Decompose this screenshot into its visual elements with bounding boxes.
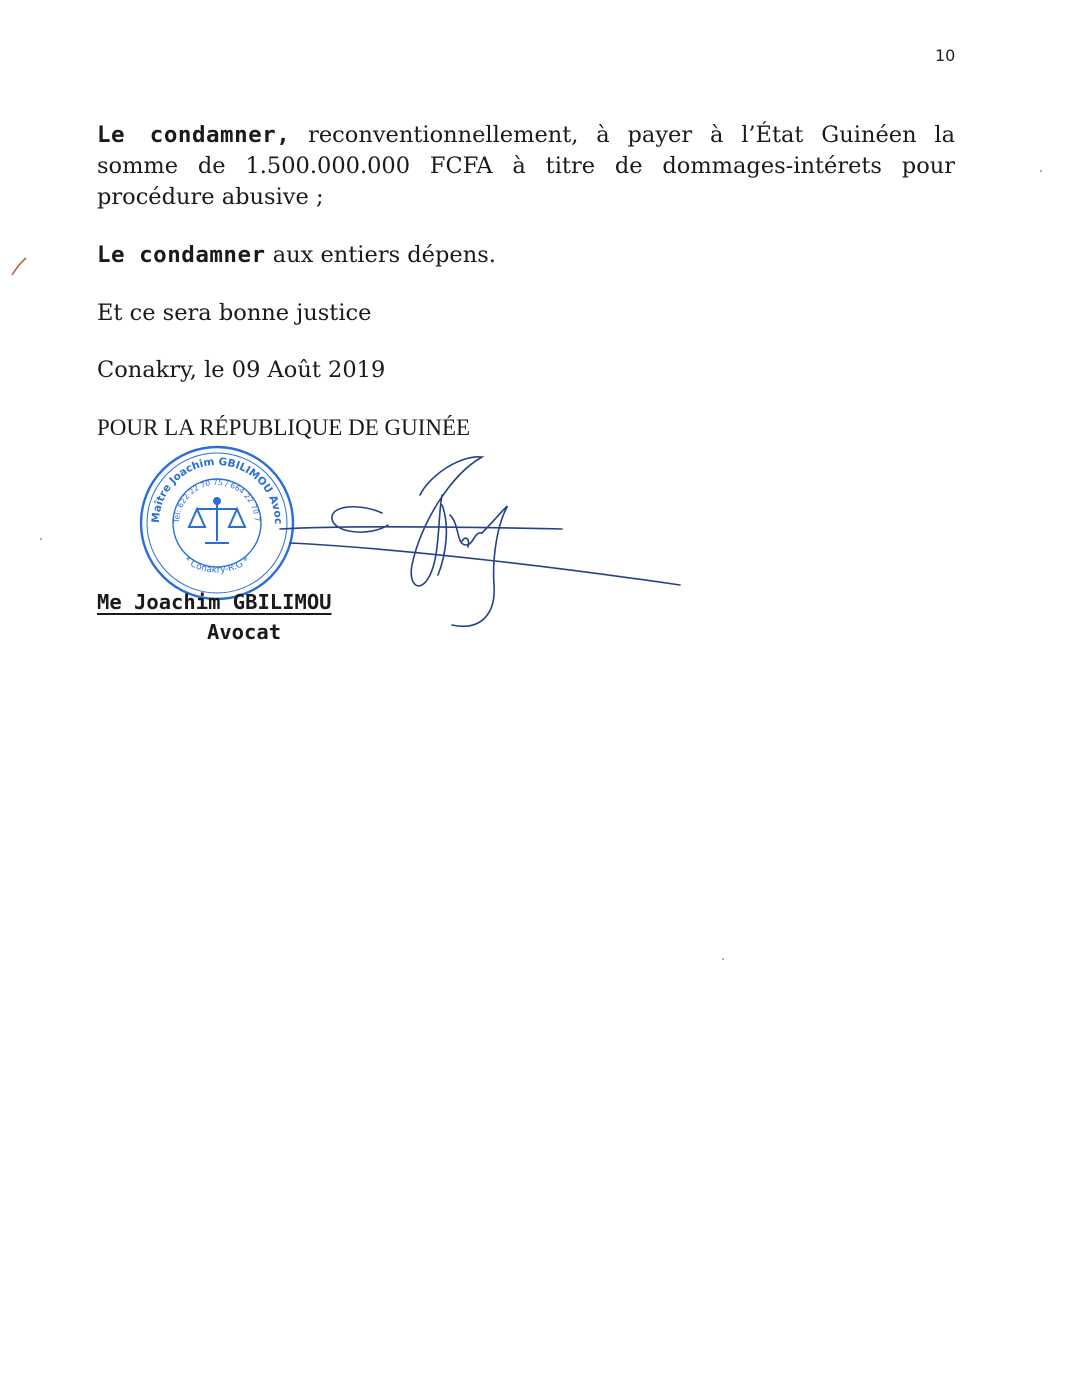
scan-speck	[40, 538, 42, 540]
stamp-bottom-text: * Conakry-R.G *	[181, 555, 252, 576]
costs-bold-lead: Le condamner	[97, 242, 266, 268]
counterclaim-bold-lead: Le condamner,	[97, 122, 291, 148]
place-date: Conakry, le 09 Août 2019	[97, 357, 386, 383]
closing-formula: Et ce sera bonne justice	[97, 300, 372, 326]
counterclaim-paragraph	[97, 120, 955, 213]
handwritten-signature	[270, 445, 690, 645]
stamp-outer-text: Maître Joachim GBILIMOU Avoc	[149, 455, 285, 525]
costs-paragraph	[97, 240, 496, 271]
counterclaim-text: reconventionnellement, à payer à l’État Guinéen la somme de 1.500.000.000 FCFA à titre de dommages-intérets pour procédure abusive ;	[97, 122, 955, 210]
scales-of-justice-icon	[189, 498, 245, 543]
margin-pen-mark	[8, 255, 30, 279]
republic-heading: POUR LA RÉPUBLIQUE DE GUINÉE	[97, 415, 471, 440]
signatory-title: Avocat	[207, 620, 282, 644]
stamp-phone-text: Tel: 622 22 70 75 / 664 22 70 7	[171, 477, 263, 524]
costs-text: aux entiers dépens.	[265, 242, 496, 268]
scan-speck	[1040, 170, 1042, 172]
page-number: 10	[935, 46, 956, 65]
scan-speck	[722, 958, 724, 960]
signatory-name: Me Joachim GBILIMOU	[97, 590, 332, 614]
